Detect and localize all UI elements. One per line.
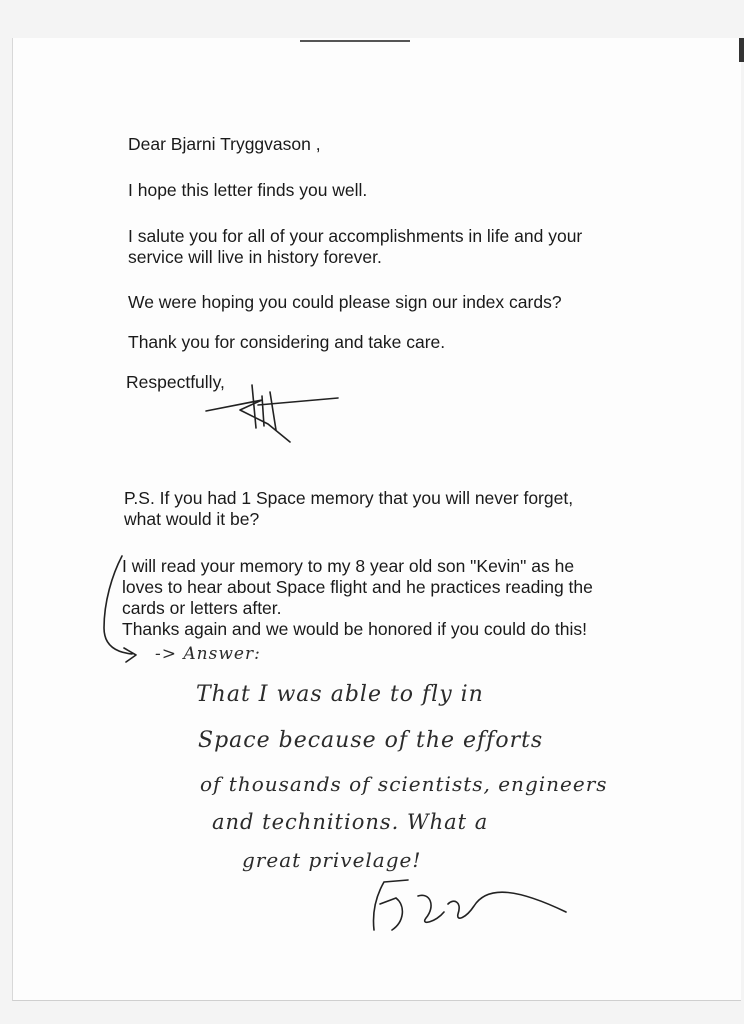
final-signature xyxy=(373,880,566,930)
answer-line-4: and technitions. What a xyxy=(212,810,489,834)
answer-line-3: of thousands of scientists, engineers xyxy=(200,772,608,796)
ps-line-2: what would it be? xyxy=(124,509,260,529)
paragraph-salute-line-2: service will live in history forever. xyxy=(128,247,382,267)
ps-line-1: P.S. If you had 1 Space memory that you will never forget, xyxy=(124,488,574,508)
margin-bracket xyxy=(104,556,136,662)
ps-line-4: loves to hear about Space flight and he practices reading the xyxy=(122,577,593,597)
answer-line-5: great privelage! xyxy=(242,848,422,872)
paragraph-greeting: I hope this letter finds you well. xyxy=(128,180,368,200)
paragraph-thanks: Thank you for considering and take care. xyxy=(128,332,446,352)
answer-label: -> Answer: xyxy=(155,644,261,664)
paragraph-salute-line-1: I salute you for all of your accomplishments in life and your xyxy=(128,226,583,246)
ps-line-6: Thanks again and we would be honored if you could do this! xyxy=(122,619,588,639)
ps-line-5: cards or letters after. xyxy=(122,598,282,618)
closing: Respectfully, xyxy=(126,372,225,392)
paragraph-request: We were hoping you could please sign our index cards? xyxy=(128,292,562,312)
answer-line-2: Space because of the efforts xyxy=(198,728,544,753)
salutation: Dear Bjarni Tryggvason , xyxy=(128,134,321,154)
first-signature xyxy=(206,385,338,442)
ps-line-3: I will read your memory to my 8 year old son "Kevin" as he xyxy=(122,556,575,576)
answer-line-1: That I was able to fly in xyxy=(196,682,484,707)
